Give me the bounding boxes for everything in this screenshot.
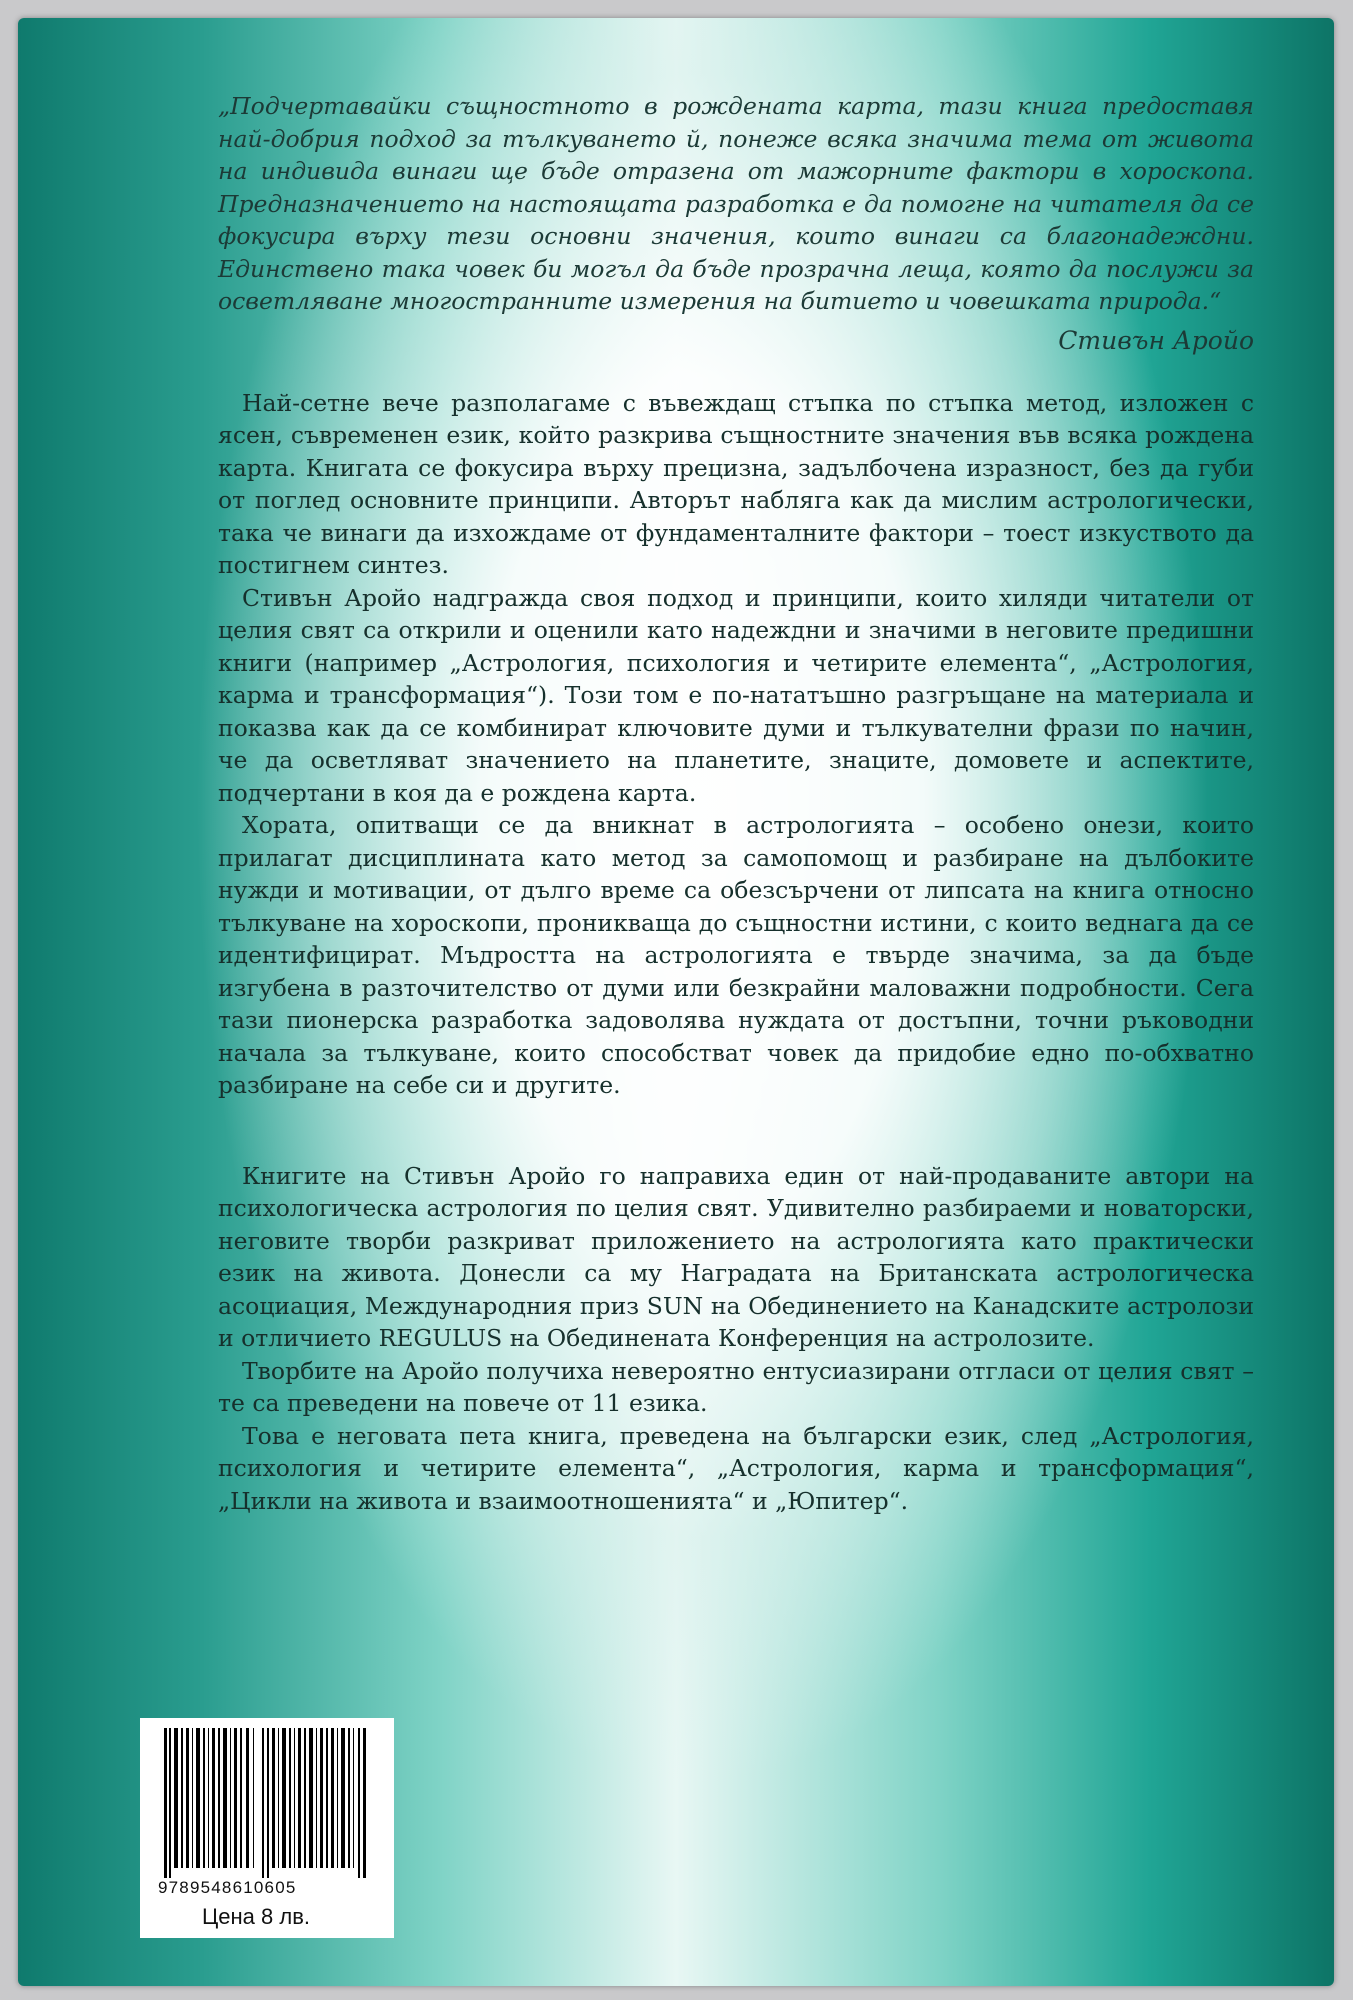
author-info-block [218, 1160, 1254, 1518]
cover-text [218, 90, 1254, 1517]
price-label: Цена 8 лв. [202, 1904, 310, 1929]
author-paragraph-2: Творбите на Аройо получиха невероятно ентусиазирани отгласи от целия свят – те са преведени на повече от 11 езика. [218, 1356, 1254, 1417]
barcode-label [140, 1718, 394, 1938]
barcode-number: 9789548610605 [158, 1878, 297, 1897]
cover-quote: „Подчертавайки същностното в рождената карта, тази книга предоставя най-добрия подход за тълкуването й, понеже всяка значима тема от живота на индивида винаги ще бъде отразена от мажорните фактори в хороскопа. Предназначението на настоящата разработка е да помогне на читателя да се фокусира върху тези основни значения, които винаги са благонадеждни. Единствено така човек би могъл да бъде прозрачна леща, която да послужи за осветляване многостранните измерения на битието и човешката природа.“ [218, 92, 1254, 315]
description-paragraph-1: Най-сетне вече разполагаме с въвеждащ стъпка по стъпка метод, изложен с ясен, съвременен език, който разкрива същностните значения във всяка рождена карта. Книгата се фокусира върху прецизна, задълбочена изразност, без да губи от поглед основните принципи. Авторът наблягa как да мислим астрологически, така че винаги да изхождаме от фундаменталните фактори – тоест изкуството да постигнем синтез. [218, 388, 1254, 579]
description-paragraph-3: Хората, опитващи се да вникнат в астрологията – особено онези, които прилагат дисциплината като метод за самопомощ и разбиране на дълбоките нужди и мотивации, от дълго време са обезсърчени от липсата на книга относно тълкуване на хороскопи, проникваща до същностни истини, с които веднага да се идентифицират. Мъдростта на астрологията е твърде значима, за да бъде изгубена в разточителство от думи или безкрайни маловажни подробности. Сега тази пионерска разработка задоволява нуждата от достъпни, точни ръководни начала за тълкуване, които способстват човек да придобие едно по-обхватно разбиране на себе си и другите. [218, 811, 1254, 1099]
book-back-cover [18, 18, 1334, 1986]
author-paragraph-1: Книгите на Стивън Аройо го направиха един от най-продаваните автори на психологическа астрология по целия свят. Удивително разбираеми и новаторски, неговите творби разкриват приложението на астрологията като практически език на живота. Донесли са му Наградата на Британската астрологическа асоциация, Международния приз SUN на Обединението на Канадските астролози и отличието REGULUS на Обединената Конференция на астролозите. [218, 1161, 1254, 1352]
quote-author: Стивън Аройо [1058, 325, 1254, 355]
barcode-image [162, 1728, 372, 1878]
author-paragraph-3: Това е неговата пета книга, преведена на български език, след „Астрология, психология и четирите елемента“, „Астрология, карма и трансформация“, „Цикли на живота и взаимоотношенията“ и „Юпитер“. [218, 1421, 1254, 1515]
description-block [218, 387, 1254, 1102]
description-paragraph-2: Стивън Аройо надгражда своя подход и принципи, които хиляди читатели от целия свят са открили и оценили като надеждни и значими в неговите предишни книги (например „Астрология, психология и четирите елемента“, „Астрология, карма и трансформация“). Този том е по-нататъшно разгръщане на материала и показва как да се комбинират ключовите думи и тълкувателни фрази по начин, че да осветляват значението на планетите, знаците, домовете и аспектите, подчертани в коя да е рождена карта. [218, 583, 1254, 807]
